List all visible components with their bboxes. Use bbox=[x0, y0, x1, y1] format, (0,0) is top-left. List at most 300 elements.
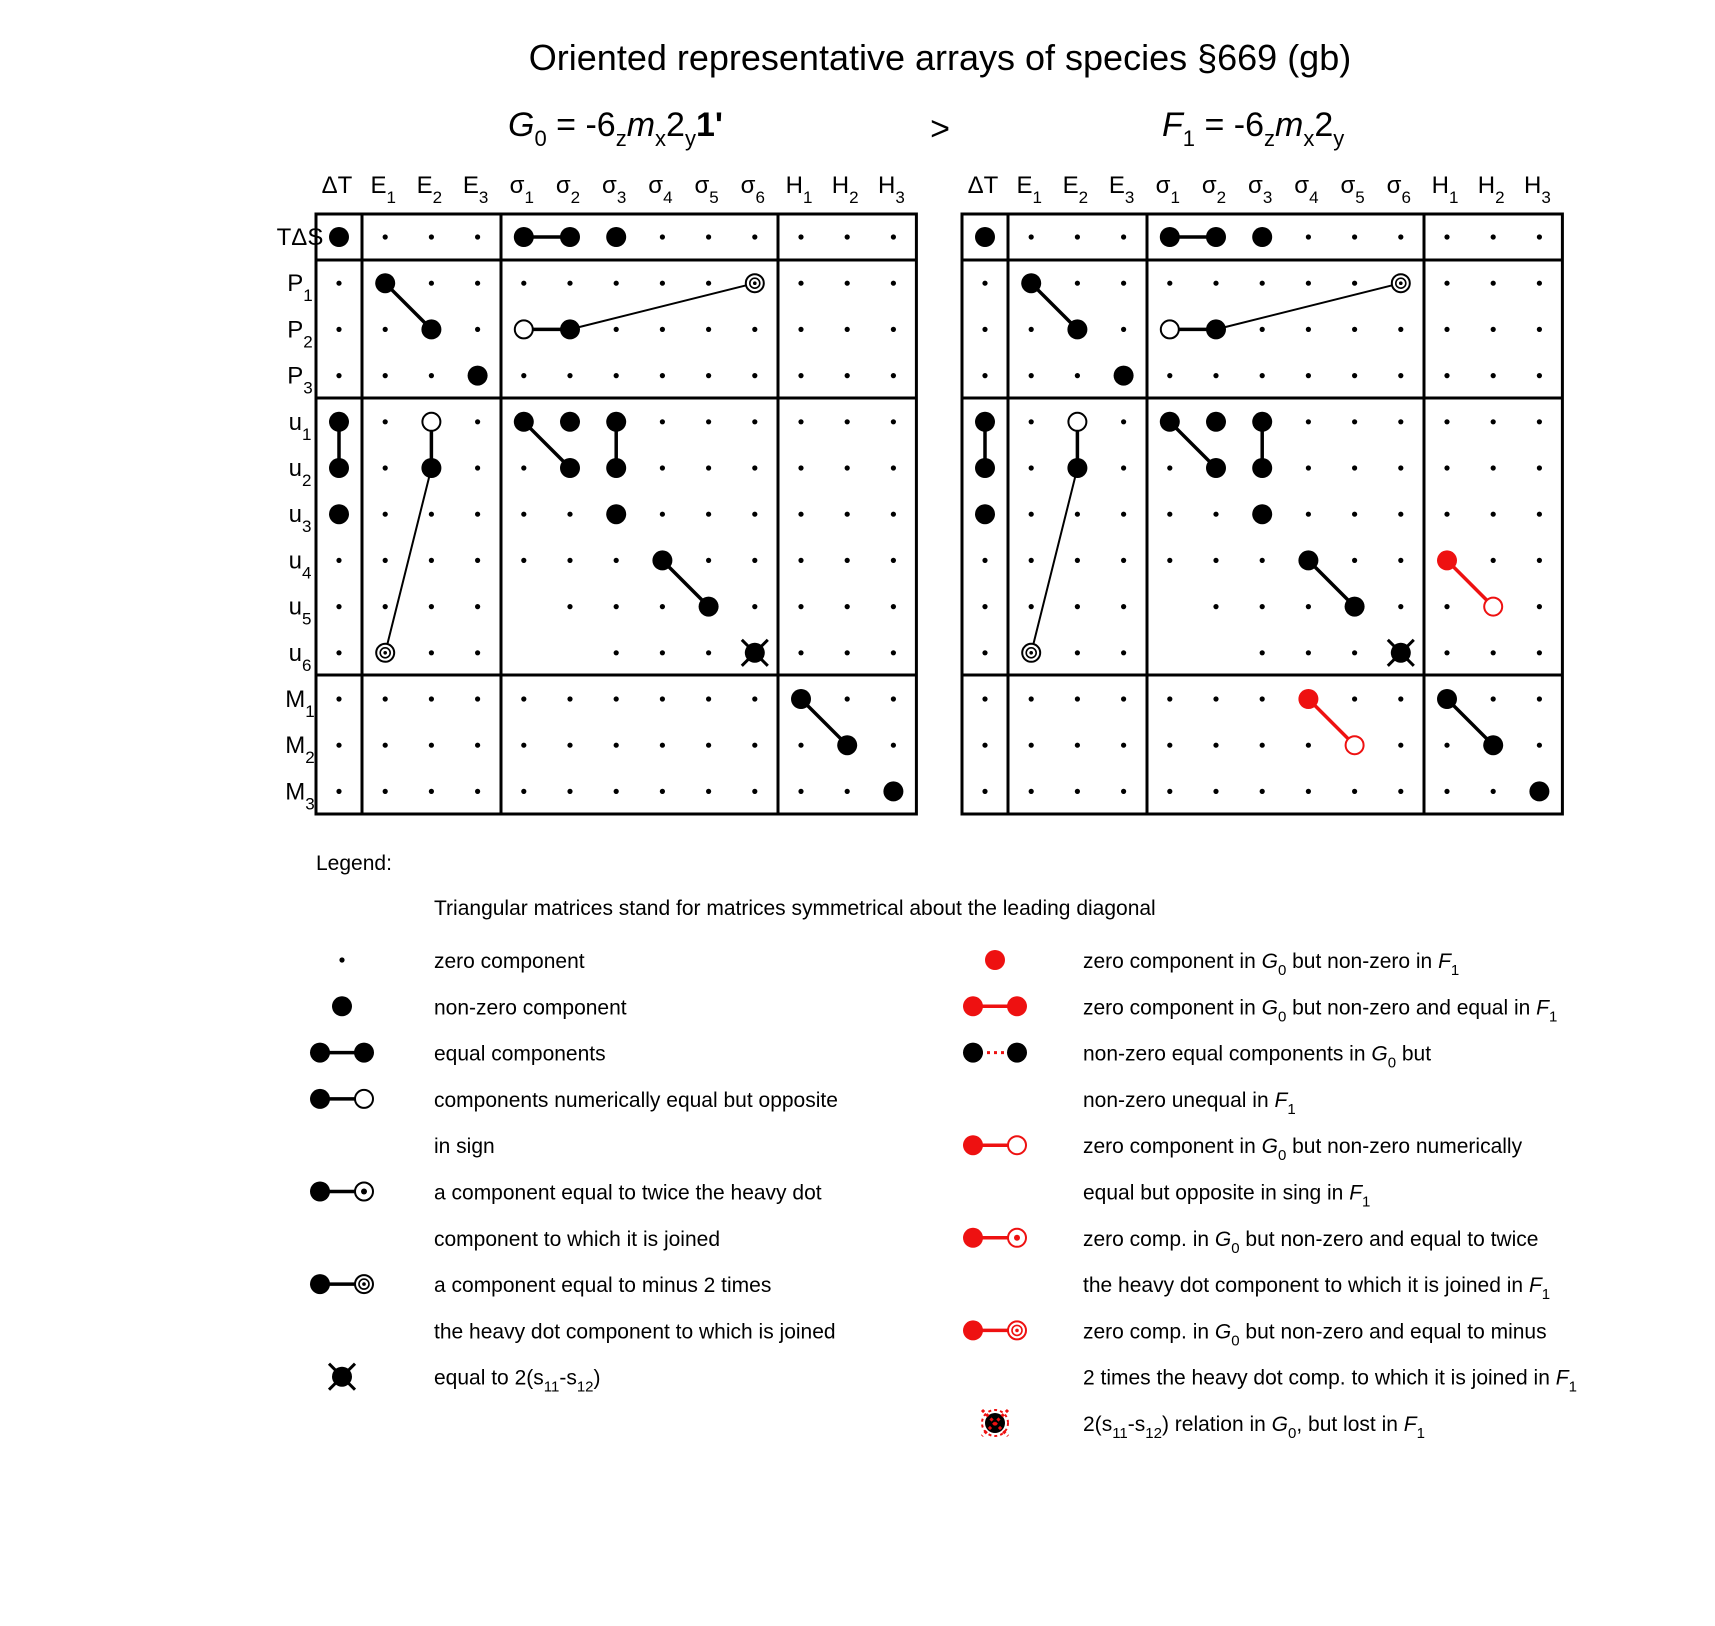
zero-component bbox=[798, 743, 803, 748]
nonzero-component bbox=[421, 458, 441, 478]
zero-component bbox=[1075, 558, 1080, 563]
legend-right-icon-7 bbox=[982, 1410, 1008, 1436]
zero-component bbox=[1352, 789, 1357, 794]
column-header-13: $H_3$ bbox=[877, 172, 905, 207]
zero-component bbox=[336, 281, 341, 286]
zero-component bbox=[982, 281, 987, 286]
zero-component bbox=[1260, 650, 1265, 655]
nonzero-component bbox=[1437, 689, 1457, 709]
zero-component bbox=[336, 743, 341, 748]
zero-component bbox=[845, 789, 850, 794]
zero-component bbox=[798, 419, 803, 424]
left-group-symbol: $G_0 = -6_zm_x2_y1'$ bbox=[508, 106, 723, 151]
zero-component bbox=[1306, 281, 1311, 286]
legend-left-icon-4 bbox=[310, 1089, 373, 1109]
zero-component bbox=[1121, 558, 1126, 563]
column-header-3: $E_2$ bbox=[1062, 172, 1089, 207]
zero-component bbox=[660, 419, 665, 424]
legend bbox=[310, 852, 1577, 1442]
zero-component bbox=[336, 650, 341, 655]
zero-component bbox=[1491, 419, 1496, 424]
zero-component bbox=[1121, 465, 1126, 470]
nonzero-component bbox=[1252, 227, 1272, 247]
zero-component bbox=[845, 465, 850, 470]
zero-component bbox=[1398, 465, 1403, 470]
zero-component bbox=[1537, 512, 1542, 517]
legend-ring-center bbox=[1014, 1235, 1020, 1241]
zero-component bbox=[1398, 604, 1403, 609]
row-label-9: $u_5$ bbox=[288, 593, 312, 629]
column-header-8: $\sigma_4$ bbox=[1294, 172, 1319, 207]
opposite-component bbox=[1068, 413, 1086, 431]
zero-component bbox=[1306, 604, 1311, 609]
column-header-12: $H_2$ bbox=[831, 172, 859, 207]
zero-component bbox=[1352, 234, 1357, 239]
zero-component bbox=[475, 281, 480, 286]
zero-component bbox=[614, 650, 619, 655]
legend-left-icon-6 bbox=[310, 1274, 373, 1294]
legend-left-text-6-1: a component equal to minus 2 times bbox=[434, 1274, 772, 1298]
zero-component bbox=[1398, 789, 1403, 794]
minus-two-center bbox=[753, 281, 757, 285]
zero-component bbox=[1121, 604, 1126, 609]
nonzero-component bbox=[560, 412, 580, 432]
zero-component bbox=[1029, 743, 1034, 748]
zero-component bbox=[1075, 604, 1080, 609]
legend-ring-center bbox=[361, 1189, 367, 1195]
zero-component bbox=[383, 234, 388, 239]
zero-component bbox=[845, 558, 850, 563]
zero-component bbox=[1306, 234, 1311, 239]
legend-ring-b bbox=[1008, 1136, 1026, 1154]
zero-component bbox=[1537, 650, 1542, 655]
zero-component bbox=[891, 650, 896, 655]
link-4 bbox=[570, 283, 755, 329]
zero-component bbox=[567, 696, 572, 701]
nonzero-component bbox=[1206, 458, 1226, 478]
legend-heavy-dot bbox=[332, 996, 352, 1016]
nonzero-component bbox=[606, 412, 626, 432]
zero-component bbox=[1213, 512, 1218, 517]
nonzero-component bbox=[1206, 227, 1226, 247]
zero-component bbox=[1213, 789, 1218, 794]
zero-component bbox=[1260, 558, 1265, 563]
zero-component bbox=[475, 327, 480, 332]
zero-component bbox=[429, 234, 434, 239]
zero-component bbox=[982, 558, 987, 563]
nonzero-component bbox=[560, 458, 580, 478]
nonzero-component bbox=[975, 412, 995, 432]
nonzero-component bbox=[699, 597, 719, 617]
zero-component bbox=[1398, 234, 1403, 239]
legend-left-icon-1 bbox=[339, 957, 344, 962]
legend-right-icon-6 bbox=[963, 1320, 1026, 1340]
zero-component bbox=[1075, 650, 1080, 655]
column-header-6: $\sigma_2$ bbox=[555, 172, 581, 207]
zero-component bbox=[383, 558, 388, 563]
zero-component bbox=[1491, 234, 1496, 239]
zero-component bbox=[1029, 696, 1034, 701]
zero-component bbox=[1444, 650, 1449, 655]
zero-component bbox=[614, 604, 619, 609]
zero-component bbox=[1213, 281, 1218, 286]
zero-component bbox=[891, 558, 896, 563]
zero-component bbox=[1491, 650, 1496, 655]
legend-ring-b bbox=[355, 1090, 373, 1108]
column-header-13: $H_3$ bbox=[1523, 172, 1551, 207]
legend-ring-center bbox=[1015, 1329, 1019, 1333]
zero-component bbox=[706, 234, 711, 239]
zero-component bbox=[798, 558, 803, 563]
legend-right-icon-4 bbox=[963, 1135, 1026, 1155]
zero-component bbox=[798, 465, 803, 470]
zero-component bbox=[1306, 512, 1311, 517]
zero-component bbox=[1075, 743, 1080, 748]
nonzero-component bbox=[975, 504, 995, 524]
zero-component bbox=[706, 327, 711, 332]
legend-right-text-3-1: non-zero equal components in $G_0$ but bbox=[1083, 1042, 1432, 1072]
zero-component bbox=[383, 696, 388, 701]
zero-component bbox=[1167, 465, 1172, 470]
zero-component bbox=[706, 373, 711, 378]
zero-component bbox=[1213, 696, 1218, 701]
column-header-6: $\sigma_2$ bbox=[1201, 172, 1227, 207]
legend-left-text-7-1: equal to $2(s_{11}-s_{12})$ bbox=[434, 1366, 601, 1396]
zero-component bbox=[706, 650, 711, 655]
zero-component bbox=[475, 558, 480, 563]
zero-component bbox=[1352, 696, 1357, 701]
zero-component bbox=[475, 512, 480, 517]
row-label-1: TΔS bbox=[276, 224, 324, 251]
nonzero-component bbox=[1021, 273, 1041, 293]
column-header-10: $\sigma_6$ bbox=[740, 172, 765, 207]
zero-component bbox=[1075, 696, 1080, 701]
red-opposite-component bbox=[1346, 736, 1364, 754]
zero-component bbox=[383, 327, 388, 332]
zero-component bbox=[1352, 650, 1357, 655]
column-header-8: $\sigma_4$ bbox=[648, 172, 673, 207]
legend-dot-a bbox=[963, 1320, 983, 1340]
zero-component bbox=[1352, 419, 1357, 424]
zero-component bbox=[1260, 373, 1265, 378]
zero-component bbox=[660, 281, 665, 286]
column-header-5: $\sigma_1$ bbox=[1155, 172, 1180, 207]
zero-component bbox=[1398, 743, 1403, 748]
nonzero-component bbox=[468, 366, 488, 386]
zero-component bbox=[706, 281, 711, 286]
column-header-7: $\sigma_3$ bbox=[1248, 172, 1273, 207]
legend-dot-b bbox=[354, 1043, 374, 1063]
nonzero-component bbox=[1252, 458, 1272, 478]
zero-component bbox=[798, 373, 803, 378]
zero-component bbox=[1075, 373, 1080, 378]
zero-component bbox=[1260, 696, 1265, 701]
zero-component bbox=[1352, 281, 1357, 286]
zero-component bbox=[1444, 465, 1449, 470]
zero-component bbox=[1075, 789, 1080, 794]
legend-right-text-4-1: zero component in $G_0$ but non-zero numerically bbox=[1083, 1135, 1523, 1165]
zero-component bbox=[475, 696, 480, 701]
legend-dot-a bbox=[963, 996, 983, 1016]
legend-dot-a bbox=[310, 1274, 330, 1294]
legend-right-text-5-2: the heavy dot component to which it is joined in $F_1$ bbox=[1083, 1274, 1551, 1304]
row-label-8: $u_4$ bbox=[288, 547, 312, 583]
zero-component bbox=[521, 696, 526, 701]
zero-component bbox=[1491, 789, 1496, 794]
row-label-3: $P_2$ bbox=[287, 316, 313, 352]
zero-component bbox=[429, 743, 434, 748]
zero-component bbox=[429, 696, 434, 701]
zero-component bbox=[798, 234, 803, 239]
zero-component bbox=[336, 558, 341, 563]
column-header-12: $H_2$ bbox=[1477, 172, 1505, 207]
zero-component bbox=[1537, 419, 1542, 424]
legend-left-icon-3 bbox=[310, 1043, 374, 1063]
zero-component bbox=[1029, 558, 1034, 563]
zero-component bbox=[891, 743, 896, 748]
zero-component bbox=[1075, 281, 1080, 286]
zero-component bbox=[521, 465, 526, 470]
legend-heading: Legend: bbox=[316, 852, 392, 875]
link-7 bbox=[1031, 468, 1077, 653]
zero-component bbox=[521, 512, 526, 517]
nonzero-component bbox=[975, 227, 995, 247]
zero-component bbox=[1260, 281, 1265, 286]
row-label-7: $u_3$ bbox=[288, 501, 312, 537]
zero-component bbox=[1029, 789, 1034, 794]
legend-dot-a bbox=[963, 1043, 983, 1063]
zero-component bbox=[521, 281, 526, 286]
nonzero-component bbox=[514, 412, 534, 432]
legend-right-icon-2 bbox=[963, 996, 1027, 1016]
matrix-right bbox=[962, 172, 1562, 814]
legend-right-icon-1 bbox=[985, 950, 1005, 970]
zero-component bbox=[1167, 696, 1172, 701]
zero-component bbox=[706, 419, 711, 424]
legend-right-text-3-2: non-zero unequal in $F_1$ bbox=[1083, 1088, 1296, 1118]
zero-component bbox=[1352, 327, 1357, 332]
zero-component bbox=[1213, 604, 1218, 609]
zero-component bbox=[752, 789, 757, 794]
zero-component bbox=[1167, 281, 1172, 286]
zero-component bbox=[1537, 465, 1542, 470]
zero-component bbox=[1352, 465, 1357, 470]
zero-component bbox=[1306, 419, 1311, 424]
column-header-4: $E_3$ bbox=[462, 172, 489, 207]
zero-component bbox=[891, 234, 896, 239]
zero-component bbox=[891, 281, 896, 286]
zero-component bbox=[1537, 327, 1542, 332]
zero-component bbox=[1491, 512, 1496, 517]
nonzero-component bbox=[1483, 735, 1503, 755]
zero-component bbox=[1491, 373, 1496, 378]
zero-component bbox=[660, 696, 665, 701]
legend-right-text-5-1: zero comp. in $G_0$ but non-zero and equal to twice bbox=[1083, 1227, 1539, 1257]
zero-component bbox=[1260, 604, 1265, 609]
zero-component bbox=[429, 604, 434, 609]
row-label-4: $P_3$ bbox=[287, 362, 313, 398]
zero-component bbox=[1306, 465, 1311, 470]
zero-component bbox=[1537, 743, 1542, 748]
legend-left-text-1-1: zero component bbox=[434, 950, 585, 973]
zero-component bbox=[1029, 234, 1034, 239]
zero-component bbox=[1537, 373, 1542, 378]
red-nonzero-component bbox=[1298, 689, 1318, 709]
column-header-7: $\sigma_3$ bbox=[602, 172, 627, 207]
nonzero-component bbox=[329, 412, 349, 432]
nonzero-component bbox=[560, 227, 580, 247]
column-header-10: $\sigma_6$ bbox=[1386, 172, 1411, 207]
zero-component bbox=[1029, 512, 1034, 517]
opposite-component bbox=[422, 413, 440, 431]
nonzero-component bbox=[975, 458, 995, 478]
zero-component bbox=[475, 234, 480, 239]
zero-component bbox=[1260, 327, 1265, 332]
zero-component bbox=[1260, 789, 1265, 794]
zero-component bbox=[1444, 419, 1449, 424]
zero-component bbox=[706, 743, 711, 748]
zero-component bbox=[845, 327, 850, 332]
legend-dot-a bbox=[310, 1043, 330, 1063]
nonzero-component bbox=[652, 550, 672, 570]
zero-component bbox=[1306, 789, 1311, 794]
zero-component bbox=[614, 696, 619, 701]
zero-component bbox=[336, 604, 341, 609]
zero-component bbox=[845, 650, 850, 655]
zero-component bbox=[1121, 789, 1126, 794]
zero-component bbox=[1121, 743, 1126, 748]
red-opposite-component bbox=[1484, 598, 1502, 616]
zero-component bbox=[1444, 327, 1449, 332]
zero-component bbox=[660, 512, 665, 517]
zero-component bbox=[521, 743, 526, 748]
column-header-4: $E_3$ bbox=[1108, 172, 1135, 207]
zero-component bbox=[475, 743, 480, 748]
zero-component bbox=[706, 512, 711, 517]
legend-left-text-5-1: a component equal to twice the heavy dot bbox=[434, 1181, 822, 1205]
zero-component bbox=[1352, 373, 1357, 378]
nonzero-component bbox=[329, 227, 349, 247]
zero-component bbox=[1352, 512, 1357, 517]
legend-dot-a bbox=[310, 1089, 330, 1109]
zero-component bbox=[1213, 743, 1218, 748]
zero-component bbox=[1167, 789, 1172, 794]
zero-component bbox=[1075, 512, 1080, 517]
nonzero-component bbox=[1345, 597, 1365, 617]
zero-component bbox=[660, 604, 665, 609]
zero-component bbox=[1167, 512, 1172, 517]
zero-component bbox=[1491, 327, 1496, 332]
legend-left-icon-5 bbox=[310, 1182, 373, 1202]
legend-right-text-6-2: 2 times the heavy dot comp. to which it is joined in $F_1$ bbox=[1083, 1366, 1577, 1396]
opposite-component bbox=[1161, 320, 1179, 338]
zero-component bbox=[567, 743, 572, 748]
zero-component bbox=[1121, 281, 1126, 286]
zero-component bbox=[1537, 281, 1542, 286]
zero-component bbox=[1537, 696, 1542, 701]
zero-component bbox=[982, 696, 987, 701]
zero-component bbox=[706, 789, 711, 794]
minus-two-center bbox=[1399, 281, 1403, 285]
zero-component bbox=[383, 604, 388, 609]
zero-component bbox=[521, 373, 526, 378]
zero-component bbox=[1398, 512, 1403, 517]
zero-component bbox=[614, 743, 619, 748]
zero-component bbox=[798, 327, 803, 332]
zero-component bbox=[614, 373, 619, 378]
link-7 bbox=[385, 468, 431, 653]
zero-component bbox=[1029, 327, 1034, 332]
zero-component bbox=[1491, 465, 1496, 470]
zero-component bbox=[798, 604, 803, 609]
minus-two-center bbox=[1029, 651, 1033, 655]
zero-component bbox=[1121, 234, 1126, 239]
zero-component bbox=[1444, 281, 1449, 286]
legend-dot-a bbox=[310, 1182, 330, 1202]
zero-component bbox=[336, 373, 341, 378]
zero-component bbox=[1306, 650, 1311, 655]
zero-component bbox=[1444, 789, 1449, 794]
nonzero-component bbox=[1298, 550, 1318, 570]
zero-component bbox=[383, 419, 388, 424]
nonzero-component bbox=[329, 504, 349, 524]
nonzero-component bbox=[329, 458, 349, 478]
zero-component bbox=[567, 281, 572, 286]
red-nonzero-component bbox=[1437, 550, 1457, 570]
legend-right-text-1-1: zero component in $G_0$ but non-zero in $F_1$ bbox=[1083, 950, 1460, 979]
zero-component bbox=[1537, 604, 1542, 609]
zero-component bbox=[752, 604, 757, 609]
zero-component bbox=[982, 373, 987, 378]
zero-component bbox=[475, 419, 480, 424]
zero-component bbox=[383, 373, 388, 378]
zero-component bbox=[706, 696, 711, 701]
row-label-12: $M_2$ bbox=[285, 732, 315, 768]
legend-left-text-6-2: the heavy dot component to which is joined bbox=[434, 1320, 836, 1344]
column-header-11: $H_1$ bbox=[785, 172, 813, 207]
zero-component bbox=[891, 373, 896, 378]
zero-component bbox=[429, 281, 434, 286]
zero-component bbox=[1444, 604, 1449, 609]
zero-component bbox=[1306, 743, 1311, 748]
nonzero-component bbox=[837, 735, 857, 755]
legend-right-icon-5 bbox=[963, 1228, 1026, 1248]
zero-component bbox=[429, 789, 434, 794]
zero-component bbox=[336, 789, 341, 794]
zero-component bbox=[1167, 373, 1172, 378]
zero-component bbox=[475, 604, 480, 609]
zero-component bbox=[1029, 604, 1034, 609]
column-header-5: $\sigma_1$ bbox=[509, 172, 534, 207]
zero-component bbox=[798, 281, 803, 286]
legend-heavy-dot bbox=[985, 950, 1005, 970]
zero-component bbox=[1167, 558, 1172, 563]
right-group-symbol: $F_1 = -6_zm_x2_y$ bbox=[1162, 106, 1345, 151]
zero-component bbox=[845, 234, 850, 239]
zero-component bbox=[1444, 373, 1449, 378]
zero-component bbox=[1121, 696, 1126, 701]
zero-component bbox=[567, 373, 572, 378]
legend-right-text-4-2: equal but opposite in sing in $F_1$ bbox=[1083, 1181, 1371, 1211]
legend-left-text-2-1: non-zero component bbox=[434, 996, 627, 1020]
zero-component bbox=[752, 512, 757, 517]
zero-component bbox=[1537, 234, 1542, 239]
zero-component bbox=[845, 512, 850, 517]
zero-component bbox=[752, 234, 757, 239]
legend-left-text-3-1: equal components bbox=[434, 1042, 606, 1066]
nonzero-component bbox=[514, 227, 534, 247]
zero-component bbox=[567, 789, 572, 794]
